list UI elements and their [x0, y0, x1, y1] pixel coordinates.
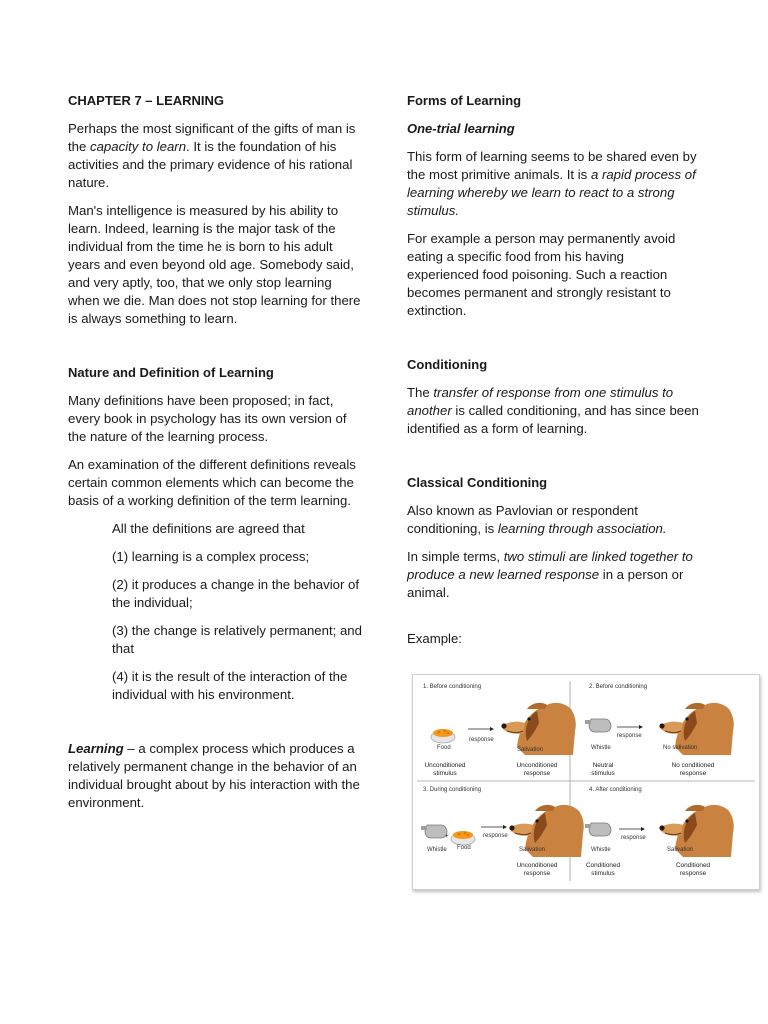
p1-right-caption-2: response	[523, 770, 551, 777]
chapter-title: CHAPTER 7 – LEARNING	[68, 93, 225, 108]
classical-heading: Classical Conditioning	[407, 475, 548, 490]
one-trial-paragraph: This form of learning seems to be shared even by the most primitive animals. It is a rapid process of learning whereby we learn to react to a strong stimulus.	[407, 149, 697, 218]
response-label: response	[617, 733, 642, 739]
panel1-title: 1. Before conditioning	[423, 684, 482, 690]
food-bowl-icon	[451, 831, 475, 845]
definitions-paragraph: Many definitions have been proposed; in fact, every book in psychology has its own version of the nature of the learning process.	[68, 393, 347, 444]
food-bowl-icon	[431, 729, 455, 743]
panel4-title: 4. After conditioning	[589, 787, 642, 793]
arrow-icon	[619, 827, 645, 831]
salivation-label: Salivation	[519, 847, 546, 853]
panel3-title: 3. During conditioning	[423, 787, 482, 793]
nature-heading: Nature and Definition of Learning	[68, 365, 274, 380]
p3-right-caption-1: Unconditioned	[516, 862, 558, 869]
panel2-title: 2. Before conditioning	[589, 684, 648, 690]
example-label: Example:	[407, 631, 462, 646]
salivation-label: Salivation	[667, 847, 694, 853]
p1-left-caption-1: Unconditioned	[424, 762, 466, 769]
conditioning-figure	[412, 674, 760, 890]
p3-right-caption-2: response	[523, 870, 551, 877]
response-label: response	[483, 833, 508, 839]
p4-right-caption-2: response	[679, 870, 707, 877]
conditioning-heading: Conditioning	[407, 357, 488, 372]
one-trial-heading: One-trial learning	[407, 121, 515, 136]
examination-paragraph: An examination of the different definitions reveals certain common elements which can become the basis of a working definition of the term learning.	[68, 457, 356, 508]
whistle-label: Whistle	[427, 847, 447, 853]
list-item: (3) the change is relatively permanent; and that	[112, 623, 362, 656]
food-label: Food	[437, 745, 451, 751]
whistle-icon	[585, 823, 611, 836]
p1-right-caption-1: Unconditioned	[516, 762, 558, 769]
list-item: (4) it is the result of the interaction of the individual with his environment.	[112, 669, 348, 702]
p4-left-caption-1: Conditioned	[585, 862, 621, 869]
food-label: Food	[457, 845, 471, 851]
agreed-list	[112, 520, 364, 704]
learning-definition: Learning – a complex process which produces a relatively permanent change in the behavior of an individual brought about by his interaction with the environment.	[68, 741, 360, 810]
simple-terms-paragraph: In simple terms, two stimuli are linked together to produce a new learned response in a person or animal.	[407, 549, 693, 600]
left-column	[68, 92, 364, 822]
whistle-label: Whistle	[591, 847, 611, 853]
whistle-icon	[585, 719, 611, 732]
intelligence-paragraph: Man's intelligence is measured by his ability to learn. Indeed, learning is the major task of the individual from the time he is born to his adult years and even beyond old age. Somebody said, and very aptly, too, that we only stop learning when we die. Man does not stop learning for there is always something to learn.	[68, 203, 361, 326]
p2-right-caption-2: response	[679, 770, 707, 777]
p2-right-caption-1: No conditioned	[671, 762, 715, 769]
whistle-icon	[421, 825, 447, 838]
forms-heading: Forms of Learning	[407, 93, 522, 108]
right-column	[407, 92, 699, 658]
arrow-icon	[481, 825, 507, 829]
list-item: (2) it produces a change in the behavior of the individual;	[112, 577, 360, 610]
p1-left-caption-2: stimulus	[433, 770, 457, 777]
response-label: response	[469, 737, 494, 743]
p4-right-caption-1: Conditioned	[675, 862, 711, 869]
no-salivation-label: No salivation	[663, 745, 698, 751]
p2-left-caption-1: Neutral	[592, 762, 614, 769]
arrow-icon	[468, 727, 494, 731]
agreed-intro: All the definitions are agreed that	[112, 521, 305, 536]
p4-left-caption-2: stimulus	[591, 870, 615, 877]
example-paragraph: For example a person may permanently avoid eating a specific food from his having experienced food poisoning. Such a reaction becomes permanent and strongly resistant to extinction.	[407, 231, 676, 318]
conditioning-paragraph: The transfer of response from one stimulus to another is called conditioning, and has since been identified as a form of learning.	[407, 385, 699, 436]
response-label: response	[621, 835, 646, 841]
arrow-icon	[617, 725, 643, 729]
p2-left-caption-2: stimulus	[591, 770, 615, 777]
plus-sign: +	[445, 833, 449, 840]
salivation-label: Salivation	[517, 747, 544, 753]
classical-paragraph: Also known as Pavlovian or respondent conditioning, is learning through association.	[407, 503, 667, 536]
intro-paragraph: Perhaps the most significant of the gifts of man is the capacity to learn. It is the foundation of his activities and the primary evidence of his rational nature.	[68, 121, 356, 190]
list-item: (1) learning is a complex process;	[112, 549, 310, 564]
whistle-label: Whistle	[591, 745, 611, 751]
